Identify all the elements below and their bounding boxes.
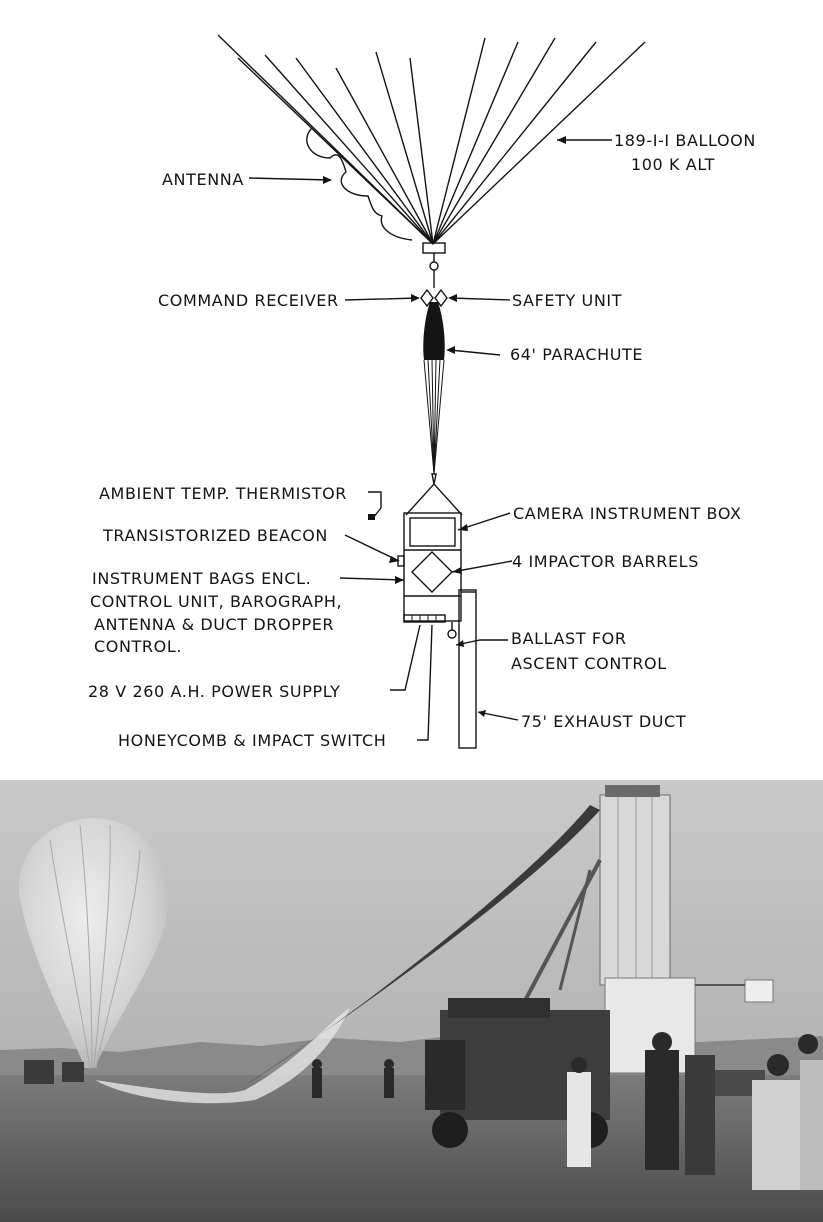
label-parachute: 64' PARACHUTE [510, 345, 644, 364]
label-thermistor: AMBIENT TEMP. THERMISTOR [99, 484, 347, 503]
camera-instrument-box [410, 518, 455, 546]
parachute-shroud-lines [424, 360, 444, 474]
label-exhaust-duct: 75' EXHAUST DUCT [521, 712, 687, 731]
balloon-fitting [423, 243, 445, 253]
label-antenna: ANTENNA [162, 170, 244, 189]
label-instrument-bags-2: CONTROL UNIT, BAROGRAPH, [90, 592, 343, 611]
gondola-box [404, 513, 461, 621]
label-instrument-bags-3: ANTENNA & DUCT DROPPER [94, 615, 335, 634]
leader-lines [249, 140, 612, 740]
label-ballast-2: ASCENT CONTROL [511, 654, 667, 673]
label-beacon: TRANSISTORIZED BEACON [103, 526, 328, 545]
label-balloon-line2: 100 K ALT [631, 155, 716, 174]
impactor-barrels-diamond [412, 552, 452, 592]
label-honeycomb: HONEYCOMB & IMPACT SWITCH [118, 731, 387, 750]
thermistor-sensor [368, 514, 375, 520]
label-power-supply: 28 V 260 A.H. POWER SUPPLY [88, 682, 341, 701]
label-impactor: 4 IMPACTOR BARRELS [512, 552, 699, 571]
balloon-launch-photo [0, 780, 823, 1222]
label-balloon-line1: 189-I-I BALLOON [614, 131, 756, 150]
label-safety-unit: SAFETY UNIT [512, 291, 623, 310]
label-instrument-bags-4: CONTROL. [94, 637, 183, 656]
label-command-receiver: COMMAND RECEIVER [158, 291, 339, 310]
label-ballast-1: BALLAST FOR [511, 629, 627, 648]
label-instrument-bags-1: INSTRUMENT BAGS ENCL. [92, 569, 312, 588]
label-camera-box: CAMERA INSTRUMENT BOX [513, 504, 742, 523]
ballast-hopper [448, 630, 456, 638]
parachute-shape [423, 302, 445, 360]
distant-vehicle [24, 1060, 54, 1084]
